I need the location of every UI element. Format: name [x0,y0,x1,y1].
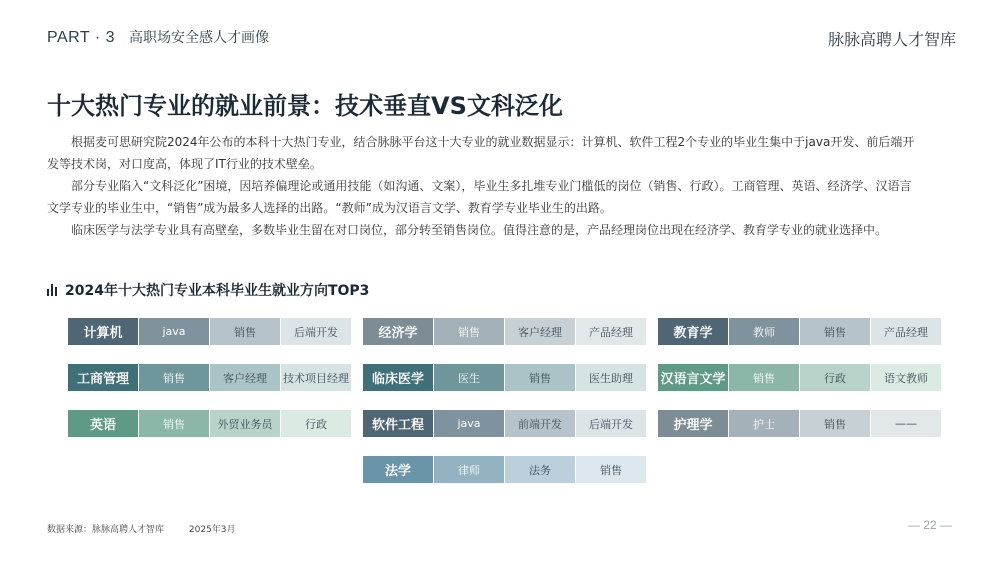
major-name: 计算机 [68,318,138,345]
major-row [68,410,351,437]
job-cell: 销售 [138,410,209,437]
job-cell: 语文教师 [870,364,941,391]
chart-title: 2024年十大热门专业本科毕业生就业方向TOP3 [65,283,370,299]
paragraph-1: 根据麦可思研究院2024年公布的本科十大热门专业，结合脉脉平台这十大专业的就业数据显示：计算机、软件工程2个专业的毕业生集中于java开发、前后端开发等技术岗，对口度高，体现了IT行业的技术壁垒。 [47,135,915,171]
paragraph-2: 部分专业陷入“文科泛化”困境，因培养偏理论或通用技能（如沟通、文案），毕业生多扎堆专业门槛低的岗位（销售、行政）。工商管理、英语、经济学、汉语言文学专业的毕业生中，“销售”成为最多人选择的出路。“教师”成为汉语言文学、教育学专业毕业生的出路。 [47,179,912,215]
major-name: 护理学 [658,410,728,437]
job-cell: 前端开发 [504,410,575,437]
job-cell: 销售 [433,318,504,345]
source-date: 2025年3月 [188,525,236,535]
job-cell: 医生 [433,364,504,391]
job-cell: 客户经理 [209,364,280,391]
job-cell: 销售 [799,318,870,345]
major-row [68,318,351,345]
job-cell: 医生助理 [575,364,646,391]
bar-chart-icon [47,284,57,296]
job-cell: 技术项目经理 [280,364,351,391]
job-cell: —— [870,410,941,437]
job-cell: 行政 [280,410,351,437]
source-text: 数据来源：脉脉高聘人才智库 [47,525,165,535]
major-row [658,410,941,437]
header [47,27,269,47]
job-cell: 销售 [799,410,870,437]
major-name: 工商管理 [68,364,138,391]
part-label: PART · 3 [47,29,116,46]
major-row [363,410,646,437]
job-cell: 行政 [799,364,870,391]
body-text [47,131,917,241]
major-name: 软件工程 [363,410,433,437]
major-row [363,364,646,391]
chart-heading [47,280,369,300]
job-cell: 客户经理 [504,318,575,345]
job-cell: 销售 [209,318,280,345]
major-name: 法学 [363,456,433,483]
page-title: 十大热门专业的就业前景：技术垂直VS文科泛化 [47,92,563,120]
job-cell: 后端开发 [280,318,351,345]
job-cell: 产品经理 [575,318,646,345]
job-cell: 销售 [504,364,575,391]
major-name: 汉语言文学 [658,364,728,391]
job-cell: 销售 [575,456,646,483]
job-cell: 律师 [433,456,504,483]
footer-source [47,522,258,535]
job-cell: 销售 [138,364,209,391]
section-title: 高职场安全感人才画像 [129,30,270,46]
brand-name: 脉脉高聘人才智库 [827,30,956,49]
major-name: 临床医学 [363,364,433,391]
page-number: — 22 — [907,518,952,532]
job-cell: 销售 [728,364,799,391]
majors-grid [68,318,938,493]
major-row [363,318,646,345]
major-row [68,364,351,391]
major-row [658,318,941,345]
job-cell: 外贸业务员 [209,410,280,437]
major-name: 英语 [68,410,138,437]
major-name: 教育学 [658,318,728,345]
job-cell: 产品经理 [870,318,941,345]
major-row [658,364,941,391]
major-name: 经济学 [363,318,433,345]
job-cell: 法务 [504,456,575,483]
paragraph-3: 临床医学与法学专业具有高壁垒，多数毕业生留在对口岗位，部分转至销售岗位。值得注意的是，产品经理岗位出现在经济学、教育学专业的就业选择中。 [71,223,888,237]
job-cell: 教师 [728,318,799,345]
job-cell: java [433,410,504,437]
major-row [363,456,646,483]
job-cell: 后端开发 [575,410,646,437]
job-cell: java [138,318,209,345]
job-cell: 护士 [728,410,799,437]
